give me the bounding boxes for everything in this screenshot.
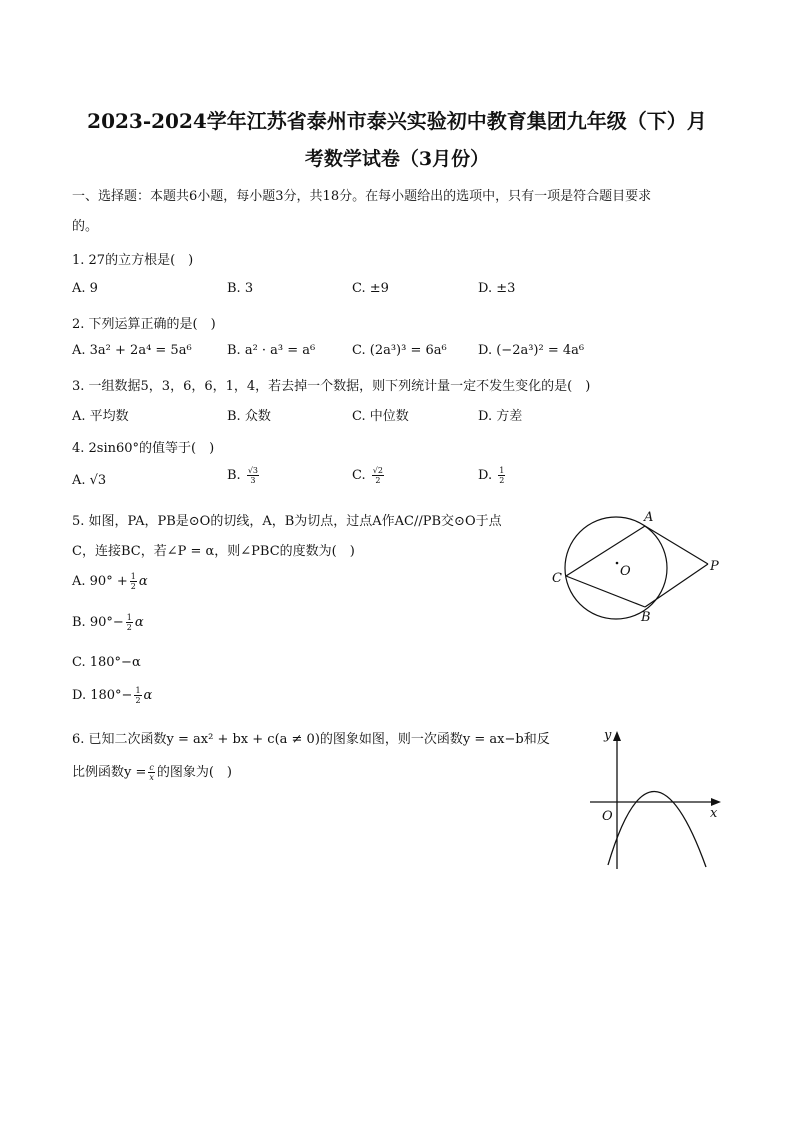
label-p: P: [710, 559, 719, 574]
parabola-curve: [608, 791, 706, 867]
section-instructions-line1: 一、选择题：本题共6小题，每小题3分，共18分。在每小题给出的选项中，只有一项是符合题目要求: [72, 189, 652, 204]
q1-option-c: C. ±9: [352, 281, 389, 296]
question-1-stem: 1. 27的立方根是( ): [72, 253, 194, 268]
label-origin: O: [602, 809, 613, 824]
q1-option-b: B. 3: [227, 281, 254, 296]
label-c: C: [552, 571, 562, 586]
q4-option-b-fraction: [247, 466, 259, 485]
q5-option-c: C. 180°−α: [72, 655, 141, 670]
q4-option-c-fraction: [372, 466, 384, 485]
q4-option-c: [352, 466, 386, 485]
q2-option-a: A. 3a² + 2a⁴ = 5a⁶: [72, 343, 192, 358]
exam-title-line2: 考数学试卷（3月份）: [304, 148, 490, 170]
q3-option-b: B. 众数: [227, 409, 271, 424]
q5-circle-tangent-figure: [548, 500, 728, 630]
fraction-numerator: 1: [126, 613, 132, 622]
q4-option-d-fraction: [498, 466, 505, 485]
q5-option-b: [72, 613, 144, 632]
alpha-symbol: α: [143, 688, 153, 703]
q4-option-d-label: D.: [478, 468, 493, 483]
fraction-denominator: 2: [375, 476, 381, 485]
label-b: B: [641, 610, 651, 625]
q2-option-b: B. a² · a³ = a⁶: [227, 343, 316, 358]
q5-option-a: [72, 572, 148, 591]
tangent-pb: [645, 564, 708, 607]
q6-parabola-figure: [590, 725, 730, 875]
label-a: A: [644, 510, 654, 525]
fraction-denominator: 2: [499, 476, 505, 485]
fraction-denominator: 2: [126, 623, 132, 632]
half-fraction: [126, 613, 133, 632]
q4-option-c-label: C.: [352, 468, 366, 483]
q2-option-d: D. (−2a³)² = 4a⁶: [478, 343, 585, 358]
fraction-numerator: c: [149, 763, 154, 772]
label-y: y: [604, 728, 612, 743]
question-4-stem: 4. 2sin60°的值等于( ): [72, 441, 215, 456]
q5-option-a-label: A. 90° +: [72, 574, 128, 589]
q3-option-a: A. 平均数: [72, 409, 129, 424]
q6-line2-suffix: 的图象为( ): [156, 765, 233, 780]
section-instructions: [72, 182, 732, 242]
question-2-stem: 2. 下列运算正确的是( ): [72, 317, 216, 332]
fraction-numerator: 1: [499, 466, 505, 475]
q6-line2-prefix: 比例函数y =: [72, 765, 147, 780]
q4-option-d: [478, 466, 507, 485]
question-6-stem-line1: 6. 已知二次函数y = ax² + bx + c(a ≠ 0)的图象如图，则一次函数y = ax−b和反: [72, 732, 550, 747]
fraction-numerator: √2: [372, 466, 383, 475]
q5-option-d-label: D. 180°−: [72, 688, 133, 703]
q4-option-b-label: B.: [227, 468, 241, 483]
center-point-o: [616, 562, 619, 565]
question-6-stem-line2: [72, 761, 232, 782]
fraction-denominator: 3: [250, 476, 256, 485]
q5-option-d: [72, 686, 152, 705]
x-axis-arrow: [711, 798, 721, 806]
half-fraction: [130, 572, 137, 591]
fraction-numerator: 1: [130, 572, 136, 581]
q4-option-a: A. √3: [72, 473, 107, 488]
question-5-stem-line2: C，连接BC，若∠P = α，则∠PBC的度数为( ): [72, 544, 355, 559]
tangent-pa: [645, 526, 708, 564]
alpha-symbol: α: [134, 615, 144, 630]
q1-option-a: A. 9: [72, 281, 98, 296]
circle-o: [565, 517, 667, 619]
fraction-denominator: x: [149, 773, 154, 782]
q5-option-b-label: B. 90°−: [72, 615, 124, 630]
q4-option-b: [227, 466, 261, 485]
q2-option-c: C. (2a³)³ = 6a⁶: [352, 343, 447, 358]
q3-option-c: C. 中位数: [352, 409, 409, 424]
label-x: x: [710, 806, 718, 821]
label-o: O: [620, 564, 631, 579]
question-5-stem-line1: 5. 如图，PA，PB是⊙O的切线，A，B为切点，过点A作AC//PB交⊙O于点: [72, 514, 502, 529]
fraction-numerator: √3: [247, 466, 259, 475]
y-axis-arrow: [613, 731, 621, 741]
alpha-symbol: α: [138, 574, 148, 589]
exam-title-line1: 2023-2024学年江苏省泰州市泰兴实验初中教育集团九年级（下）月: [87, 109, 707, 133]
c-over-x-fraction: [148, 763, 154, 782]
half-fraction: [134, 686, 141, 705]
section-instructions-line2: 的。: [72, 219, 99, 234]
fraction-denominator: 2: [135, 696, 141, 705]
q3-option-d: D. 方差: [478, 409, 523, 424]
q1-option-d: D. ±3: [478, 281, 516, 296]
fraction-denominator: 2: [130, 582, 136, 591]
fraction-numerator: 1: [135, 686, 141, 695]
question-3-stem: 3. 一组数据5，3，6，6，1，4，若去掉一个数据，则下列统计量一定不发生变化的是( ): [72, 379, 591, 394]
